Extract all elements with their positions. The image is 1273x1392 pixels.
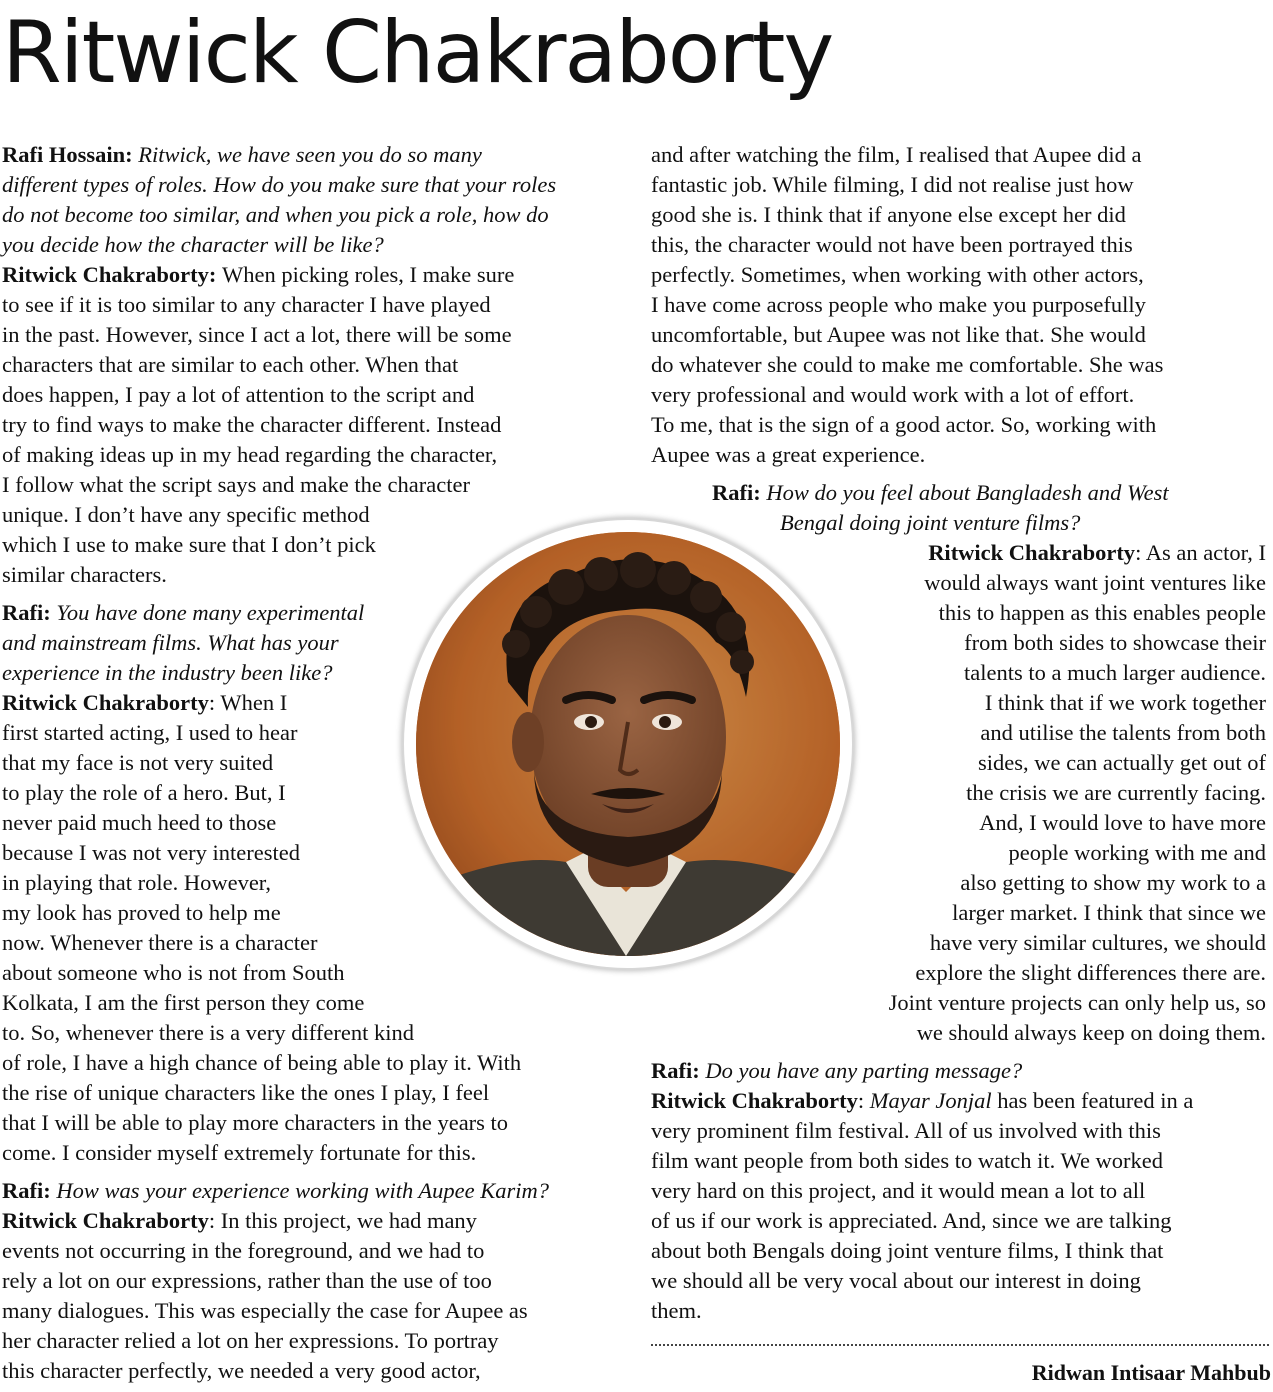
article-title: Ritwick Chakraborty <box>2 3 833 103</box>
text-line <box>964 628 1266 658</box>
speaker-name: Rafi: <box>712 480 767 505</box>
text-line <box>2 200 549 230</box>
text-line <box>2 1048 521 1078</box>
text-run: of role, I have a high chance of being able to play it. With <box>2 1050 522 1075</box>
text-line <box>2 1138 476 1168</box>
text-line <box>915 958 1266 988</box>
text-run: rely a lot on our expressions, rather than the use of too <box>2 1268 492 1293</box>
text-line <box>917 1018 1266 1048</box>
text-line <box>2 778 286 808</box>
text-run: film want people from both sides to watch it. We worked <box>651 1148 1164 1173</box>
text-line <box>985 688 1266 718</box>
text-run: also getting to show my work to a <box>960 870 1266 895</box>
text-line <box>2 988 364 1018</box>
text-line <box>651 410 1156 440</box>
text-run: the crisis we are currently facing. <box>966 780 1266 805</box>
text-line <box>2 140 482 170</box>
text-line <box>2 170 556 200</box>
text-run: uncomfortable, but Aupee was not like that. She would <box>651 322 1146 347</box>
speaker-name: Rafi: <box>2 600 57 625</box>
text-line <box>651 1056 1022 1086</box>
text-line <box>2 410 501 440</box>
text-run: has been featured in a <box>991 1088 1194 1113</box>
text-line <box>889 988 1266 1018</box>
footer-divider <box>651 1344 1269 1346</box>
text-line <box>651 1086 1193 1116</box>
text-run: of us if our work is appreciated. And, since we are talking <box>651 1208 1172 1233</box>
speaker-name: Ritwick Chakraborty <box>651 1088 858 1113</box>
text-run: Joint venture projects can only help us, so <box>888 990 1266 1015</box>
text-line <box>651 1266 1141 1296</box>
text-line <box>2 1018 414 1048</box>
text-line <box>960 868 1266 898</box>
speaker-name: Rafi Hossain: <box>2 142 139 167</box>
text-run: because I was not very interested <box>2 840 301 865</box>
text-run: people working with me and <box>1008 840 1266 865</box>
text-line <box>964 658 1266 688</box>
text-run: which I use to make sure that I don’t pick <box>2 532 376 557</box>
text-line <box>2 1296 528 1326</box>
text-line <box>651 1296 702 1326</box>
portrait-photo <box>404 520 852 968</box>
text-line <box>2 628 339 658</box>
text-run: explore the slight differences there are. <box>915 960 1266 985</box>
text-line <box>2 808 276 838</box>
text-line <box>651 260 1144 290</box>
text-line <box>651 140 1141 170</box>
text-run: and after watching the film, I realised that Aupee did a <box>651 142 1142 167</box>
text-line <box>2 838 300 868</box>
text-line <box>924 568 1266 598</box>
text-run: larger market. I think that since we <box>952 900 1266 925</box>
text-run: And, I would love to have more <box>979 810 1266 835</box>
text-run: good she is. I think that if anyone else except her did <box>651 202 1126 227</box>
text-run: I think that if we work together <box>984 690 1266 715</box>
speaker-name: Rafi: <box>2 1178 57 1203</box>
text-run: and utilise the talents from both <box>980 720 1266 745</box>
text-run: When picking roles, I make sure <box>222 262 515 287</box>
text-line <box>2 230 384 260</box>
text-run: her character relied a lot on her expressions. To portray <box>2 1328 499 1353</box>
text-line <box>2 1108 508 1138</box>
text-run: the rise of unique characters like the ones I play, I feel <box>2 1080 490 1105</box>
italic-text: experience in the industry been like? <box>2 660 333 685</box>
text-line <box>651 170 1134 200</box>
text-line <box>2 1266 492 1296</box>
speaker-name: Rafi: <box>651 1058 706 1083</box>
text-line <box>939 598 1266 628</box>
text-line <box>651 1176 1145 1206</box>
speaker-name: Ritwick Chakraborty: <box>2 262 222 287</box>
text-run: my look has proved to help me <box>2 900 281 925</box>
italic-text: Do you have any parting message? <box>705 1058 1023 1083</box>
text-line <box>966 778 1266 808</box>
text-line <box>2 898 281 928</box>
text-run: very professional and would work with a lot of effort. <box>651 382 1135 407</box>
text-run: from both sides to showcase their <box>964 630 1266 655</box>
italic-text: Bengal doing joint venture films? <box>780 510 1081 535</box>
italic-text: do not become too similar, and when you pick a role, how do <box>2 202 549 227</box>
text-run: that my face is not very suited <box>2 750 274 775</box>
text-line <box>2 260 514 290</box>
text-run: sides, we can actually get out of <box>977 750 1266 775</box>
text-run: we should always keep on doing them. <box>916 1020 1266 1045</box>
text-line <box>2 1176 549 1206</box>
text-run: we should all be very vocal about our interest in doing <box>651 1268 1141 1293</box>
text-line <box>651 1146 1163 1176</box>
text-run: do whatever she could to make me comfortable. She was <box>651 352 1164 377</box>
text-line <box>952 898 1266 928</box>
text-line <box>2 1326 499 1356</box>
text-run: many dialogues. This was especially the case for Aupee as <box>2 1298 528 1323</box>
text-run: does happen, I pay a lot of attention to the script and <box>2 382 475 407</box>
text-line <box>780 508 1080 538</box>
text-line <box>980 718 1266 748</box>
text-run: I have come across people who make you purposefully <box>651 292 1146 317</box>
italic-text: and mainstream films. What has your <box>2 630 339 655</box>
text-run: characters that are similar to each other. When that <box>2 352 459 377</box>
text-line <box>2 658 333 688</box>
byline: Ridwan Intisaar Mahbub <box>1031 1360 1271 1385</box>
text-line <box>979 808 1266 838</box>
text-line <box>930 928 1266 958</box>
text-line <box>651 200 1126 230</box>
text-run: of making ideas up in my head regarding the character, <box>2 442 498 467</box>
italic-text: Ritwick, we have seen you do so many <box>138 142 482 167</box>
text-run: : <box>857 1088 870 1113</box>
text-line <box>2 718 298 748</box>
text-run: in the past. However, since I act a lot, there will be some <box>2 322 512 347</box>
text-run: try to find ways to make the character different. Instead <box>2 412 502 437</box>
text-line <box>651 350 1163 380</box>
text-run: unique. I don’t have any specific method <box>2 502 370 527</box>
italic-text: different types of roles. How do you make sure that your roles <box>2 172 557 197</box>
text-line <box>651 380 1134 410</box>
text-line <box>2 958 344 988</box>
text-line <box>651 290 1146 320</box>
text-line <box>712 478 1169 508</box>
text-line <box>2 748 273 778</box>
text-line <box>2 1206 477 1236</box>
text-line <box>2 1078 489 1108</box>
text-run: : When I <box>208 690 288 715</box>
text-line <box>2 500 370 530</box>
text-line <box>2 320 512 350</box>
text-run: have very similar cultures, we should <box>929 930 1266 955</box>
text-line <box>2 1356 481 1386</box>
text-line <box>2 688 287 718</box>
text-line <box>2 868 271 898</box>
text-line <box>1009 838 1266 868</box>
portrait-illustration <box>416 532 840 956</box>
text-run: very prominent film festival. All of us involved with this <box>651 1118 1161 1143</box>
text-run: to. So, whenever there is a very different kind <box>2 1020 414 1045</box>
italic-text: you decide how the character will be like? <box>2 232 384 257</box>
text-run: talents to a much larger audience. <box>964 660 1266 685</box>
text-line <box>2 928 317 958</box>
italic-text: You have done many experimental <box>56 600 365 625</box>
text-run: very hard on this project, and it would mean a lot to all <box>651 1178 1146 1203</box>
text-run: to play the role of a hero. But, I <box>2 780 286 805</box>
text-line <box>2 1236 484 1266</box>
text-line <box>928 538 1266 568</box>
text-run: never paid much heed to those <box>2 810 277 835</box>
speaker-name: Ritwick Chakraborty <box>2 1208 209 1233</box>
text-line <box>651 230 1133 260</box>
text-line <box>651 1236 1163 1266</box>
text-line <box>2 440 497 470</box>
text-run: : As an actor, I <box>1135 540 1266 565</box>
text-run: similar characters. <box>2 562 167 587</box>
text-line <box>651 440 925 470</box>
text-line <box>2 350 458 380</box>
text-run: that I will be able to play more characters in the years to <box>2 1110 509 1135</box>
text-line <box>2 560 167 590</box>
text-run: to see if it is too similar to any character I have played <box>2 292 491 317</box>
italic-text: Mayar Jonjal <box>869 1088 992 1113</box>
italic-text: How was your experience working with Aupee Karim? <box>56 1178 550 1203</box>
text-run: this character perfectly, we needed a very good actor, <box>2 1358 481 1383</box>
text-run: To me, that is the sign of a good actor. So, working with <box>651 412 1157 437</box>
text-run: Kolkata, I am the first person they come <box>2 990 365 1015</box>
text-run: : In this project, we had many <box>208 1208 477 1233</box>
text-line <box>2 290 491 320</box>
text-run: events not occurring in the foreground, and we had to <box>2 1238 485 1263</box>
text-line <box>651 1206 1171 1236</box>
text-run: perfectly. Sometimes, when working with other actors, <box>651 262 1144 287</box>
text-run: would always want joint ventures like <box>924 570 1266 595</box>
text-run: this to happen as this enables people <box>938 600 1266 625</box>
text-run: come. I consider myself extremely fortunate for this. <box>2 1140 477 1165</box>
text-line <box>2 530 376 560</box>
text-line <box>651 1116 1161 1146</box>
text-run: this, the character would not have been portrayed this <box>651 232 1133 257</box>
text-run: Aupee was a great experience. <box>651 442 926 467</box>
text-line <box>2 470 470 500</box>
text-run: about both Bengals doing joint venture films, I think that <box>651 1238 1164 1263</box>
text-run: now. Whenever there is a character <box>2 930 318 955</box>
speaker-name: Ritwick Chakraborty <box>2 690 209 715</box>
text-run: about someone who is not from South <box>2 960 345 985</box>
text-run: I follow what the script says and make the character <box>2 472 470 497</box>
text-line <box>2 598 364 628</box>
text-run: in playing that role. However, <box>2 870 272 895</box>
text-run: first started acting, I used to hear <box>2 720 298 745</box>
text-line <box>2 380 474 410</box>
text-run: fantastic job. While filming, I did not realise just how <box>651 172 1134 197</box>
speaker-name: Ritwick Chakraborty <box>928 540 1136 565</box>
text-line <box>651 320 1146 350</box>
text-line <box>978 748 1266 778</box>
text-run: them. <box>651 1298 702 1323</box>
italic-text: How do you feel about Bangladesh and West <box>766 480 1169 505</box>
